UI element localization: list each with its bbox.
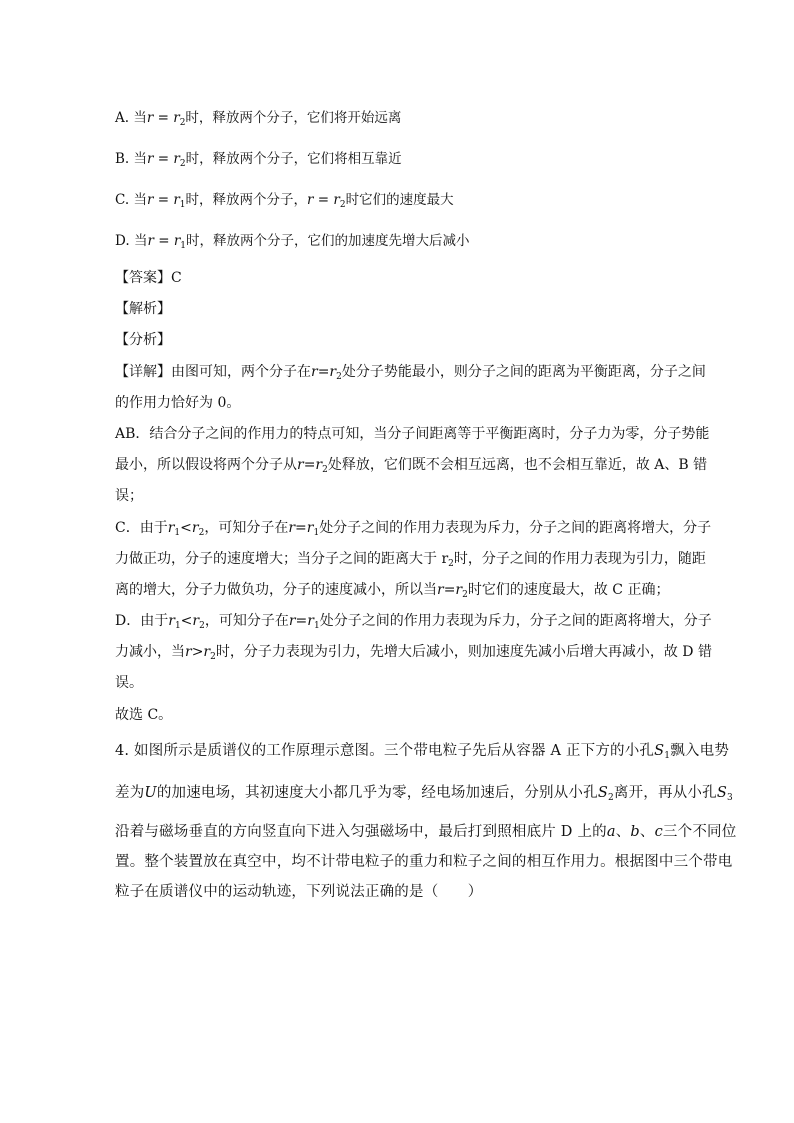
detail-line: C．由于$r_1<r_2$，可知分子在$r=r_1$处分子之间的作用力表现为斥力，分子之间的距离将增大，分子 — [115, 520, 712, 538]
option-a: A. 当$r = r_2$时，释放两个分子，它们将开始远离 — [115, 110, 402, 128]
option-label: C. — [115, 192, 130, 208]
detail-line: 误； — [115, 488, 143, 504]
question-4-line: 置。整个装置放在真空中，均不计带电粒子的重力和粒子之间的相互作用力。根据图中三个带电 — [115, 854, 733, 870]
detail-line: 【详解】由图可知，两个分子在$r=r_2$处分子势能最小，则分子之间的距离为平衡距离，分子之间 — [115, 364, 706, 382]
option-b: B. 当$r = r_2$时，释放两个分子，它们将相互靠近 — [115, 151, 402, 169]
question-4-line: 差为U的加速电场，其初速度大小都几乎为零，经电场加速后，分别从小孔$S_2$离开，再从小孔$S_3$ — [115, 785, 733, 803]
option-label: A. — [115, 110, 130, 126]
detail-line: 力做正功，分子的速度增大；当分子之间的距离大于 $r_2$时，分子之间的作用力表现为引力，随距 — [115, 551, 706, 569]
detail-line: 力减小，当$r>r_2$时，分子力表现为引力，先增大后减小，则加速度先减小后增大再减小，故 D 错 — [115, 644, 712, 662]
option-d: D. 当$r = r_1$时，释放两个分子，它们的加速度先增大后减小 — [115, 233, 470, 251]
detail-line: 最小，所以假设将两个分子从$r=r_2$处释放，它们既不会相互远离，也不会相互靠近，故 A、B 错 — [115, 457, 708, 475]
detail-line: 误。 — [115, 675, 143, 691]
conclusion: 故选 C。 — [115, 707, 173, 723]
detail-line: D．由于$r_1<r_2$，可知分子在$r=r_1$处分子之间的作用力表现为斥力，分子之间的距离将增大，分子 — [115, 613, 712, 631]
option-c: C. 当$r = r_1$时，释放两个分子，$r = r_2$时它们的速度最大 — [115, 192, 454, 210]
option-label: D. — [115, 233, 130, 249]
question-4-line: 粒子在质谱仪中的运动轨迹，下列说法正确的是（ ） — [115, 884, 483, 900]
detail-line: 离的增大，分子力做负功，分子的速度减小，所以当$r=r_2$时它们的速度最大，故 C 正确； — [115, 582, 670, 600]
option-label: B. — [115, 151, 130, 167]
answer: 【答案】C — [115, 270, 182, 286]
question-4-line: 沿着与磁场垂直的方向竖直向下进入匀强磁场中，最后打到照相底片 D 上的a、b、c三个不同位 — [115, 824, 737, 840]
fenxi-heading: 【分析】 — [115, 332, 171, 348]
detail-line: AB．结合分子之间的作用力的特点可知，当分子间距离等于平衡距离时，分子力为零，分子势能 — [115, 426, 710, 442]
analysis-heading: 【解析】 — [115, 301, 171, 317]
detail-line: 的作用力恰好为 0。 — [115, 395, 241, 411]
question-4-line: 4. 如图所示是质谱仪的工作原理示意图。三个带电粒子先后从容器 A 正下方的小孔$S_1$飘入电势 — [115, 743, 730, 761]
